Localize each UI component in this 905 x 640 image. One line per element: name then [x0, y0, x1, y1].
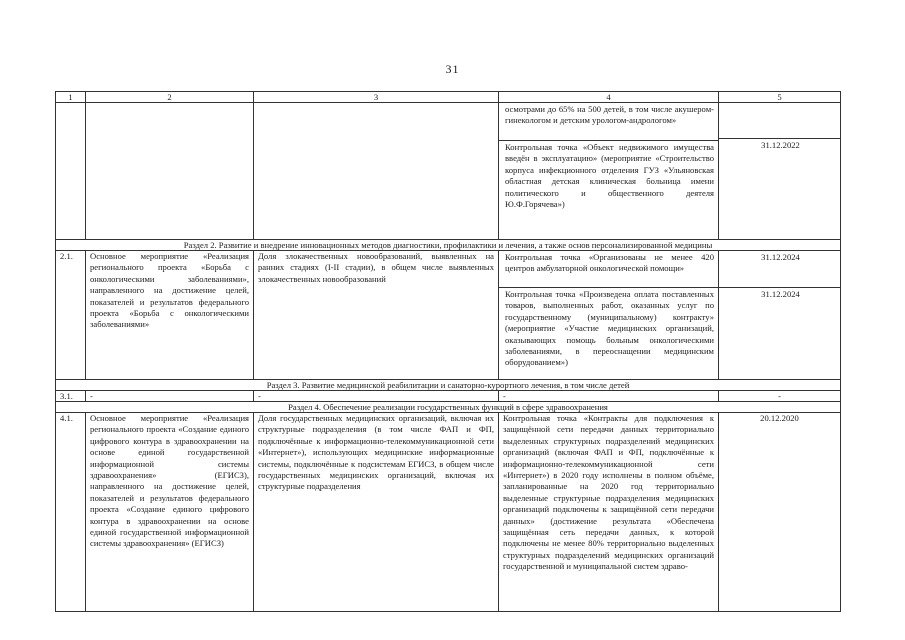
continuation-num-cell [56, 103, 86, 240]
measures-table [55, 91, 841, 612]
section-2-row [56, 240, 841, 251]
table-row-4-1 [56, 413, 841, 612]
indicator-cell: Доля злокачественных новообразований, выявленных на ранних стадиях (I-II стадии), в общем числе выявленных злокачественных новообразований [254, 251, 499, 380]
date-cell: 20.12.2020 [719, 413, 841, 612]
continuation-date-cell [719, 103, 841, 240]
continuation-desc-cell [254, 103, 499, 240]
date-cell: - [719, 391, 841, 402]
control-point-cell: - [499, 391, 719, 402]
section-3-row [56, 380, 841, 391]
column-number-4: 4 [499, 92, 719, 103]
table-row-3-1 [56, 391, 841, 402]
row-number: 4.1. [56, 413, 86, 612]
control-point-date: 31.12.2024 [761, 289, 800, 299]
control-point-cell [499, 251, 719, 380]
table-row-2-1 [56, 251, 841, 380]
continuation-measure-cell [86, 103, 254, 240]
control-point-date: 31.12.2022 [761, 140, 800, 150]
measure-cell: Основное мероприятие «Реализация регионального проекта «Создание единого цифрового контура в здравоохранении на основе единой государственной информационной системы здравоохранения» (ЕГИСЗ), направленного на достижение целей, показателей и результатов федерального проекта «Создание единого цифрового контура в здравоохранении на основе единой государственной информационной системы здравоохранения» (ЕГИСЗ) [86, 413, 254, 612]
date-cell [719, 251, 841, 380]
control-point-text: Контрольная точка «Объект недвижимого имущества введён в эксплуатацию» (мероприятие «Строительство корпуса инфекционного отделения ГУЗ «Ульяновская областная детская клиническая больница имени политического и общественного деятеля Ю.Ф.Горячева») [505, 142, 714, 210]
control-point-continued-text: осмотрами до 65% на 500 детей, в том числе акушером-гинекологом и детским урологом-андрологом» [499, 103, 718, 141]
column-number-1: 1 [56, 92, 86, 103]
continuation-row [56, 103, 841, 240]
control-point-text: Контрольная точка «Произведена оплата поставленных товаров, выполненных работ, оказанных услуг по государственному (муниципальному) контракту» (мероприятие «Участие медицинских организаций, оказывающих помощь больным онкологическими заболеваниями, в переоснащении медицинским оборудованием») [505, 289, 714, 368]
measure-cell: Основное мероприятие «Реализация регионального проекта «Борьба с онкологическими заболеваниями», направленного на достижение целей, показателей и результатов федерального проекта «Борьба с онкологическими заболеваниями» [86, 251, 254, 380]
control-point-cell: Контрольная точка «Контракты для подключения к защищённой сети передачи данных территориально выделенных структурных подразделений медицинских организаций (включая ФАП и ФП, подключённые к информационно-телекоммуникационной сети «Интернет») в 2020 году исполнены в полном объёме, запланированные на 2020 год территориально выделенные структурные подразделения медицинских организаций подключены к защищённой сети передачи данных» (достижение результата «Обеспечена защищённая сеть передачи данных, к которой подключены не менее 80% территориально выделенных структурных подразделений медицинских организаций государственной и муниципальной систем здраво- [499, 413, 719, 612]
row-number: 3.1. [56, 391, 86, 402]
indicator-cell: Доля государственных медицинских организаций, включая их структурные подразделения (в том числе ФАП и ФП, подключённые к информационно-телекоммуникационной сети «Интернет»), использующих медицинские информационные системы, подключённые к подсистемам ЕГИСЗ, в общем числе государственных медицинских организаций, включая их структурные подразделения [254, 413, 499, 612]
section-4-row [56, 402, 841, 413]
control-point-text: Контрольная точка «Организованы не менее 420 центров амбулаторной онкологической помощи» [499, 251, 718, 288]
column-number-5: 5 [719, 92, 841, 103]
column-number-2: 2 [86, 92, 254, 103]
section-3-heading: Раздел 3. Развитие медицинской реабилитации и санаторно-курортного лечения, в том числе детей [56, 380, 841, 391]
page-number: 31 [445, 62, 460, 76]
measure-cell: - [86, 391, 254, 402]
indicator-cell: - [254, 391, 499, 402]
control-point-date: 31.12.2024 [719, 251, 840, 288]
row-number: 2.1. [56, 251, 86, 380]
section-2-heading: Раздел 2. Развитие и внедрение инновационных методов диагностики, профилактики и лечения, а также основ персонализированной медицины [56, 240, 841, 251]
column-number-row [56, 92, 841, 103]
section-4-heading: Раздел 4. Обеспечение реализации государственных функций в сфере здравоохранения [56, 402, 841, 413]
continuation-control-point-cell [499, 103, 719, 240]
column-number-3: 3 [254, 92, 499, 103]
